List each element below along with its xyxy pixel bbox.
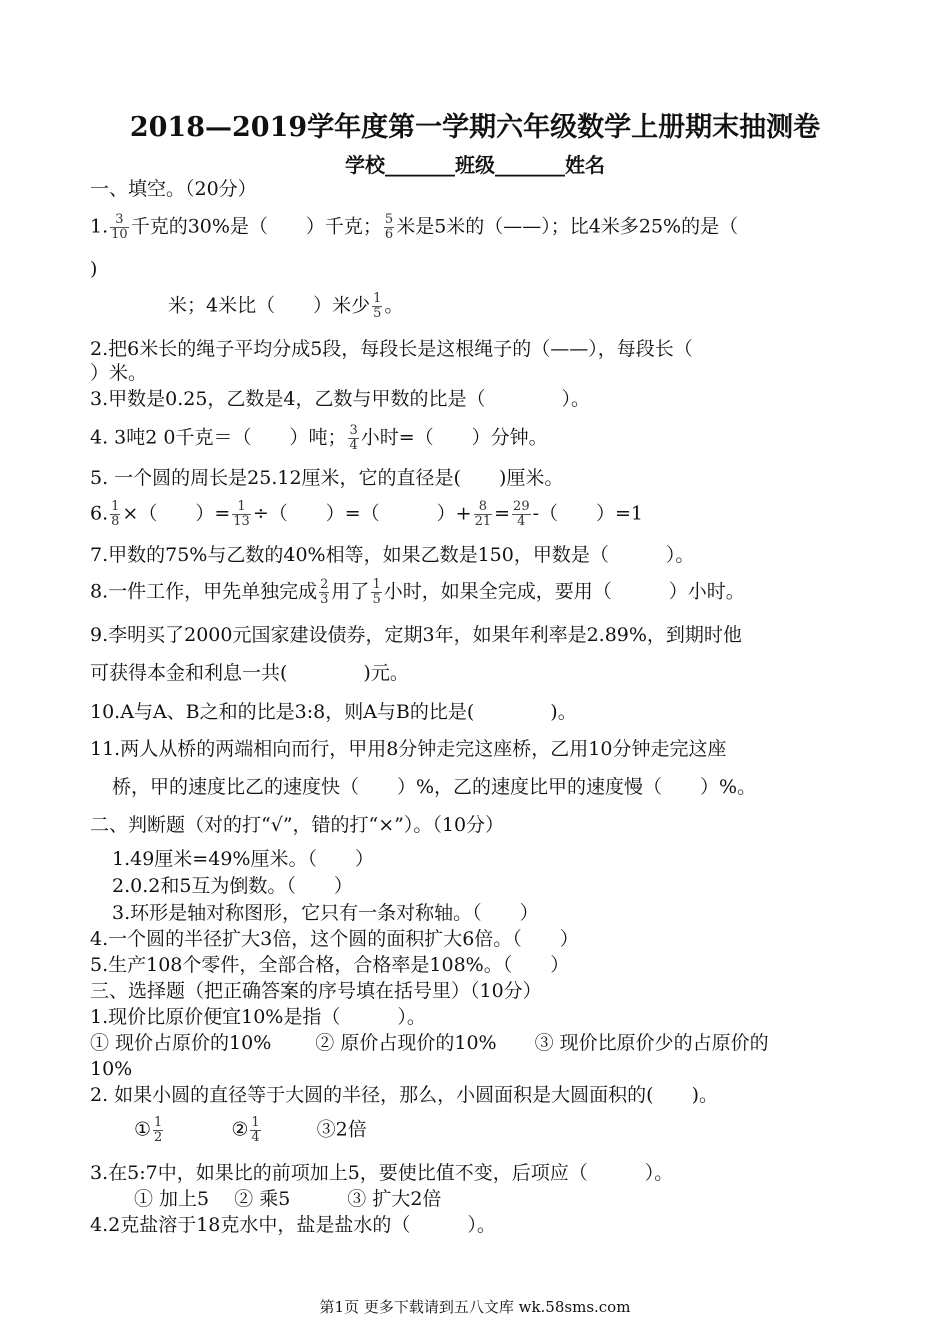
choice-question-3: 3.在5:7中，如果比的前项加上5，要使比值不变，后项应（ ）。 (90, 1162, 674, 1184)
question-1-1: 1. $\frac{3}{10}$ 千克的30%是（ ）千克； $\frac{5}{6}$ 米是5米的（——）；比4米多25%的是（ (90, 212, 739, 242)
question-1-10: 10.A与A、B之和的比是3:8，则A与B的比是( )。 (90, 701, 577, 723)
page-title: 2018—2019学年度第一学期六年级数学上册期末抽测卷 (129, 112, 821, 143)
fraction: $\frac{2}{3}$ (320, 577, 329, 607)
fraction: $\frac{1}{4}$ (251, 1115, 260, 1145)
question-1-11-cont: 桥，甲的速度比乙的速度快（ ）%，乙的速度比甲的速度慢（ ）%。 (112, 776, 757, 798)
question-1-5: 5. 一个圆的周长是25.12厘米，它的直径是( )厘米。 (90, 467, 564, 489)
choice-question-4: 4.2克盐溶于18克水中，盐是盐水的（ ）。 (90, 1214, 496, 1236)
judge-item-5: 5.生产108个零件，全部合格，合格率是108%。（ ） (90, 954, 570, 976)
question-1-6: 6. $\frac{1}{8}$ ×（ ）= $\frac{1}{13}$ ÷（ ）=（ ）+ $\frac{8}{21}$ = $\frac{29}{4}$ -（ ）=1 (90, 499, 644, 529)
judge-item-4: 4.一个圆的半径扩大3倍，这个圆的面积扩大6倍。（ ） (90, 928, 579, 950)
judge-item-2: 2.0.2和5互为倒数。（ ） (112, 875, 353, 897)
fraction: $\frac{1}{13}$ (233, 499, 250, 529)
fraction: $\frac{1}{2}$ (154, 1115, 163, 1145)
fraction: $\frac{1}{5}$ (372, 577, 381, 607)
judge-item-1: 1.49厘米=49%厘米。（ ） (112, 848, 374, 870)
section-3-header: 三、选择题（把正确答案的序号填在括号里）（10分） (90, 980, 542, 1002)
question-1-9-cont: 可获得本金和利息一共( )元。 (90, 662, 409, 684)
fraction: $\frac{29}{4}$ (513, 499, 530, 529)
question-1-9: 9.李明买了2000元国家建设债券，定期3年，如果年利率是2.89%，到期时他 (90, 624, 742, 646)
page-footer: 第1页 更多下载请到五八文库 wk.58sms.com (319, 1298, 631, 1316)
question-1-8: 8.一件工作，甲先单独完成 $\frac{2}{3}$ 用了 $\frac{1}{5}$ 小时，如果全完成，要用（ ）小时。 (90, 577, 745, 607)
question-1-3: 3.甲数是0.25，乙数是4，乙数与甲数的比是（ ）。 (90, 388, 591, 410)
fraction: $\frac{5}{6}$ (384, 212, 394, 242)
choice-question-1-options-cont: 10% (90, 1058, 133, 1080)
choice-question-3-options: ① 加上5 ② 乘5 ③ 扩大2倍 (134, 1188, 442, 1210)
question-1-1-cont: 米；4米比（ ）米少 $\frac{1}{5}$ 。 (168, 291, 404, 321)
question-1-2: 2.把6米长的绳子平均分成5段，每段长是这根绳子的（——），每段长（ (90, 338, 693, 360)
section-2-header: 二、判断题（对的打“√”，错的打“×”）。（10分） (90, 814, 505, 836)
student-info-line: 学校_______班级_______姓名 (345, 153, 605, 177)
fraction: $\frac{1}{8}$ (111, 499, 120, 529)
question-1-4: 4. 3吨2 0千克＝（ ）吨； $\frac{3}{4}$ 小时=（ ）分钟。 (90, 423, 548, 453)
fraction: $\frac{8}{21}$ (474, 499, 492, 529)
choice-question-1-options: ① 现价占原价的10% ② 原价占现价的10% ③ 现价比原价少的占原价的 (90, 1032, 769, 1054)
question-1-11: 11.两人从桥的两端相向而行，甲用8分钟走完这座桥，乙用10分钟走完这座 (90, 738, 727, 760)
choice-question-2: 2. 如果小圆的直径等于大圆的半径，那么，小圆面积是大圆面积的( )。 (90, 1084, 718, 1106)
choice-question-2-options: ① $\frac{1}{2}$ ② $\frac{1}{4}$ ③2倍 (134, 1115, 367, 1145)
fraction: $\frac{3}{4}$ (349, 423, 358, 453)
choice-question-1: 1.现价比原价便宜10%是指（ ）。 (90, 1006, 426, 1028)
question-1-1-wrap: ) (90, 258, 98, 280)
section-1-header: 一、填空。（20分） (90, 178, 257, 200)
judge-item-3: 3.环形是轴对称图形，它只有一条对称轴。（ ） (112, 902, 539, 924)
question-1-7: 7.甲数的75%与乙数的40%相等，如果乙数是150，甲数是（ ）。 (90, 544, 695, 566)
fraction: $\frac{3}{10}$ (111, 212, 128, 242)
question-1-2-cont: ）米。 (90, 362, 148, 384)
fraction: $\frac{1}{5}$ (373, 291, 382, 321)
